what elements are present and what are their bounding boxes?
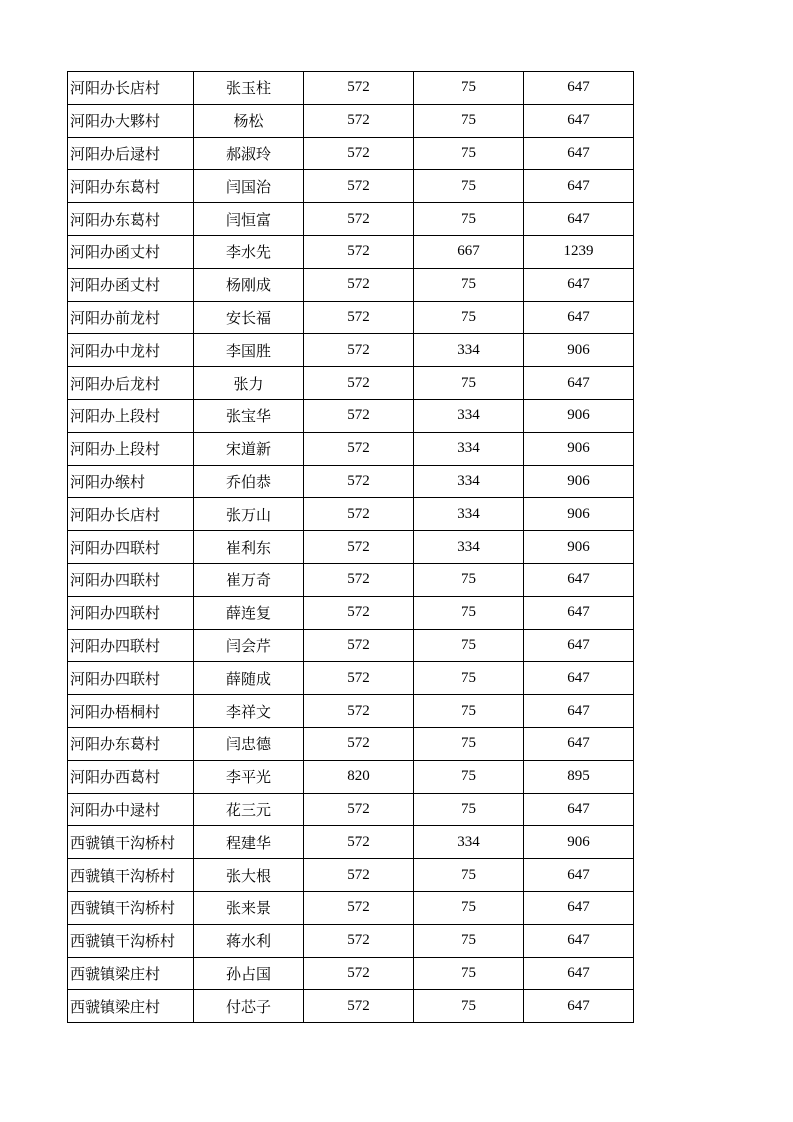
total-cell: 647 [524,301,634,334]
name-cell: 薛随成 [194,662,304,695]
table-row [68,695,634,728]
name-cell: 宋道新 [194,432,304,465]
value-b-cell: 75 [414,629,524,662]
value-a-cell: 572 [304,727,414,760]
name-cell: 李平光 [194,760,304,793]
value-b-cell: 75 [414,137,524,170]
total-cell: 647 [524,924,634,957]
name-cell: 张宝华 [194,399,304,432]
value-a-cell: 820 [304,760,414,793]
table-row [68,924,634,957]
name-cell: 杨松 [194,104,304,137]
table-body [68,72,634,1023]
table-row [68,629,634,662]
total-cell: 647 [524,891,634,924]
total-cell: 906 [524,531,634,564]
value-a-cell: 572 [304,268,414,301]
total-cell: 647 [524,137,634,170]
name-cell: 闫恒富 [194,203,304,236]
total-cell: 906 [524,826,634,859]
table-row [68,531,634,564]
value-b-cell: 75 [414,727,524,760]
value-a-cell: 572 [304,170,414,203]
total-cell: 647 [524,662,634,695]
value-b-cell: 75 [414,367,524,400]
location-cell: 河阳办函丈村 [68,268,194,301]
value-a-cell: 572 [304,399,414,432]
value-b-cell: 334 [414,531,524,564]
location-cell: 河阳办四联村 [68,629,194,662]
value-b-cell: 75 [414,72,524,105]
table-row [68,334,634,367]
table-row [68,367,634,400]
table-row [68,662,634,695]
name-cell: 郝淑玲 [194,137,304,170]
name-cell: 乔伯恭 [194,465,304,498]
value-a-cell: 572 [304,203,414,236]
table-row [68,432,634,465]
table-row [68,826,634,859]
value-b-cell: 334 [414,498,524,531]
value-b-cell: 75 [414,859,524,892]
name-cell: 安长福 [194,301,304,334]
name-cell: 崔利东 [194,531,304,564]
location-cell: 河阳办后龙村 [68,367,194,400]
value-b-cell: 75 [414,891,524,924]
location-cell: 西虢镇干沟桥村 [68,891,194,924]
location-cell: 河阳办大夥村 [68,104,194,137]
value-b-cell: 75 [414,203,524,236]
value-b-cell: 75 [414,268,524,301]
name-cell: 孙占国 [194,957,304,990]
table-row [68,596,634,629]
value-a-cell: 572 [304,563,414,596]
location-cell: 河阳办西葛村 [68,760,194,793]
name-cell: 薛连复 [194,596,304,629]
table-row [68,760,634,793]
value-a-cell: 572 [304,662,414,695]
table-row [68,72,634,105]
total-cell: 647 [524,563,634,596]
value-b-cell: 75 [414,990,524,1023]
name-cell: 蒋水利 [194,924,304,957]
value-a-cell: 572 [304,695,414,728]
table-row [68,498,634,531]
total-cell: 647 [524,957,634,990]
total-cell: 647 [524,104,634,137]
value-a-cell: 572 [304,498,414,531]
name-cell: 闫忠德 [194,727,304,760]
total-cell: 1239 [524,235,634,268]
value-b-cell: 334 [414,334,524,367]
value-a-cell: 572 [304,531,414,564]
location-cell: 河阳办四联村 [68,662,194,695]
total-cell: 906 [524,334,634,367]
name-cell: 闫会芹 [194,629,304,662]
location-cell: 河阳办上段村 [68,432,194,465]
location-cell: 河阳办东葛村 [68,727,194,760]
name-cell: 付芯子 [194,990,304,1023]
table-row [68,465,634,498]
value-a-cell: 572 [304,891,414,924]
total-cell: 647 [524,793,634,826]
total-cell: 647 [524,596,634,629]
total-cell: 647 [524,170,634,203]
value-a-cell: 572 [304,432,414,465]
location-cell: 河阳办四联村 [68,596,194,629]
value-b-cell: 667 [414,235,524,268]
value-b-cell: 75 [414,596,524,629]
value-b-cell: 75 [414,563,524,596]
table-row [68,268,634,301]
location-cell: 河阳办中龙村 [68,334,194,367]
total-cell: 647 [524,367,634,400]
name-cell: 李国胜 [194,334,304,367]
value-b-cell: 75 [414,301,524,334]
location-cell: 西虢镇干沟桥村 [68,826,194,859]
value-b-cell: 334 [414,399,524,432]
total-cell: 895 [524,760,634,793]
value-b-cell: 75 [414,924,524,957]
table-row [68,891,634,924]
table-row [68,301,634,334]
value-b-cell: 334 [414,432,524,465]
table-row [68,990,634,1023]
value-a-cell: 572 [304,957,414,990]
location-cell: 西虢镇干沟桥村 [68,924,194,957]
value-a-cell: 572 [304,596,414,629]
total-cell: 906 [524,498,634,531]
value-a-cell: 572 [304,990,414,1023]
location-cell: 河阳办东葛村 [68,203,194,236]
name-cell: 张万山 [194,498,304,531]
value-b-cell: 75 [414,170,524,203]
table-row [68,859,634,892]
name-cell: 杨刚成 [194,268,304,301]
name-cell: 李水先 [194,235,304,268]
total-cell: 647 [524,859,634,892]
value-a-cell: 572 [304,924,414,957]
data-table [67,71,634,1023]
value-a-cell: 572 [304,629,414,662]
name-cell: 李祥文 [194,695,304,728]
value-b-cell: 75 [414,957,524,990]
table-row [68,235,634,268]
table-row [68,727,634,760]
value-b-cell: 334 [414,465,524,498]
location-cell: 河阳办缑村 [68,465,194,498]
value-b-cell: 75 [414,695,524,728]
value-a-cell: 572 [304,465,414,498]
location-cell: 河阳办前龙村 [68,301,194,334]
value-a-cell: 572 [304,334,414,367]
value-a-cell: 572 [304,859,414,892]
table-row [68,563,634,596]
value-b-cell: 75 [414,104,524,137]
location-cell: 河阳办长店村 [68,72,194,105]
table-row [68,137,634,170]
total-cell: 906 [524,465,634,498]
value-a-cell: 572 [304,137,414,170]
total-cell: 906 [524,399,634,432]
location-cell: 河阳办中逯村 [68,793,194,826]
total-cell: 647 [524,203,634,236]
total-cell: 647 [524,268,634,301]
table-row [68,170,634,203]
location-cell: 西虢镇梁庄村 [68,957,194,990]
name-cell: 程建华 [194,826,304,859]
location-cell: 河阳办四联村 [68,563,194,596]
value-a-cell: 572 [304,367,414,400]
total-cell: 647 [524,695,634,728]
name-cell: 张力 [194,367,304,400]
location-cell: 河阳办四联村 [68,531,194,564]
table-row [68,793,634,826]
name-cell: 崔万奇 [194,563,304,596]
value-b-cell: 75 [414,760,524,793]
name-cell: 张大根 [194,859,304,892]
location-cell: 西虢镇干沟桥村 [68,859,194,892]
location-cell: 河阳办东葛村 [68,170,194,203]
location-cell: 西虢镇梁庄村 [68,990,194,1023]
value-a-cell: 572 [304,793,414,826]
location-cell: 河阳办上段村 [68,399,194,432]
total-cell: 647 [524,72,634,105]
table-row [68,399,634,432]
value-b-cell: 75 [414,793,524,826]
value-a-cell: 572 [304,72,414,105]
name-cell: 张来景 [194,891,304,924]
name-cell: 张玉柱 [194,72,304,105]
location-cell: 河阳办长店村 [68,498,194,531]
table-row [68,203,634,236]
name-cell: 花三元 [194,793,304,826]
location-cell: 河阳办后逯村 [68,137,194,170]
value-a-cell: 572 [304,301,414,334]
value-b-cell: 334 [414,826,524,859]
total-cell: 647 [524,727,634,760]
value-b-cell: 75 [414,662,524,695]
value-a-cell: 572 [304,104,414,137]
total-cell: 906 [524,432,634,465]
name-cell: 闫国治 [194,170,304,203]
value-a-cell: 572 [304,826,414,859]
total-cell: 647 [524,629,634,662]
value-a-cell: 572 [304,235,414,268]
total-cell: 647 [524,990,634,1023]
location-cell: 河阳办函丈村 [68,235,194,268]
table-row [68,104,634,137]
location-cell: 河阳办梧桐村 [68,695,194,728]
table-row [68,957,634,990]
